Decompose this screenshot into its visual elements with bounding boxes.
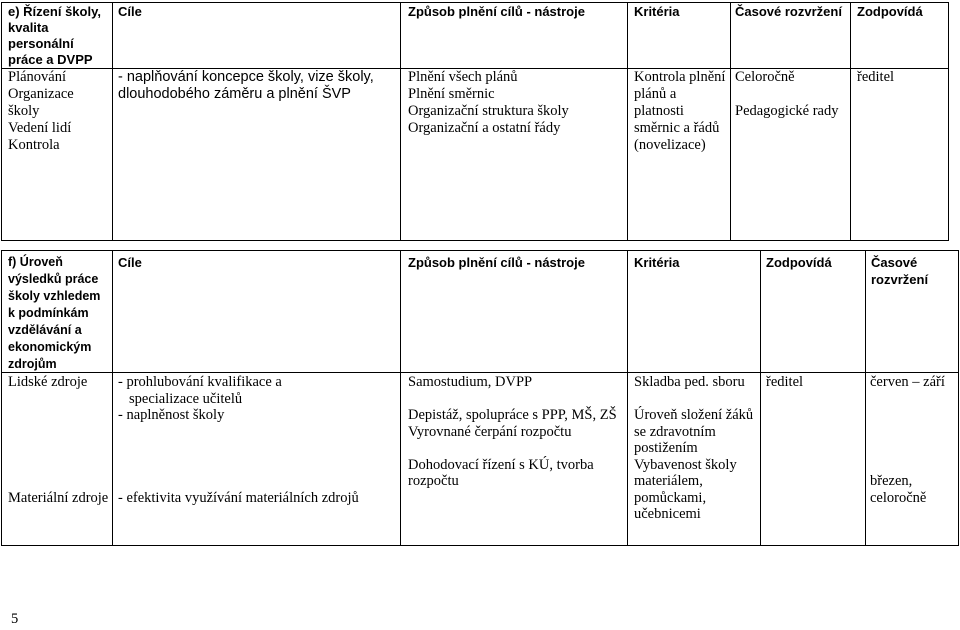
- header-cell-area: [1, 250, 112, 372]
- area-human-resources: Lidské zdroje: [8, 374, 88, 390]
- goal-line: - naplňování koncepce školy, vize školy,: [118, 69, 374, 85]
- header-schedule-label: rozvržení: [871, 272, 929, 287]
- header-responsible-label: Zodpovídá: [766, 255, 832, 270]
- area-line: Vedení lidí: [8, 120, 72, 136]
- schedule-line: červen – září: [870, 374, 945, 390]
- header-goals-label: Cíle: [118, 4, 142, 19]
- section-e-title-line: e) Řízení školy,: [8, 4, 101, 19]
- header-cell-methods: [400, 250, 627, 372]
- table-f-results-resources: [1, 250, 959, 546]
- goal-line: - naplněnost školy: [118, 407, 225, 423]
- cell-responsible: [760, 372, 865, 545]
- section-f-title-line: zdrojům: [8, 357, 57, 371]
- cell-criteria: [627, 372, 760, 545]
- header-criteria-label: Kritéria: [634, 4, 680, 19]
- criteria-line: pomůckami,: [634, 489, 707, 506]
- goal-line: - prohlubování kvalifikace a: [118, 374, 282, 390]
- section-e-title-line: personální: [8, 36, 74, 51]
- goal-line: specializace učitelů: [129, 390, 243, 407]
- criteria-line: se zdravotním: [634, 423, 716, 440]
- header-cell-responsible: [760, 250, 865, 372]
- header-cell-criteria: [627, 250, 760, 372]
- criteria-line: materiálem,: [634, 473, 703, 489]
- criteria-line: postižením: [634, 440, 698, 456]
- header-goals-label: Cíle: [118, 255, 142, 270]
- cell-areas: [1, 372, 112, 545]
- goal-line: - efektivita využívání materiálních zdrojů: [118, 489, 359, 506]
- area-material-resources: Materiální zdroje: [8, 489, 109, 506]
- header-cell-responsible: [850, 2, 948, 68]
- cell-responsible: [850, 68, 948, 240]
- cell-methods: [400, 68, 627, 240]
- header-methods-label: Způsob plnění cílů - nástroje: [408, 4, 585, 19]
- criteria-line: Skladba ped. sboru: [634, 374, 745, 390]
- header-schedule-label: Časové: [871, 255, 918, 270]
- header-cell-area: [1, 2, 112, 68]
- criteria-line: platnosti: [634, 103, 684, 119]
- header-methods-label: Způsob plnění cílů - nástroje: [408, 255, 585, 270]
- cell-schedule: [865, 372, 958, 545]
- header-cell-schedule: [730, 2, 850, 68]
- section-f-title-line: výsledků práce: [8, 272, 99, 286]
- schedule-line: Pedagogické rady: [735, 103, 839, 119]
- criteria-line: směrnic a řádů: [634, 120, 720, 136]
- section-f-title-line: školy vzhledem: [8, 289, 101, 303]
- section-e-title-line: práce a DVPP: [8, 52, 93, 67]
- goal-line: dlouhodobého záměru a plnění ŠVP: [118, 86, 351, 102]
- section-f-title-line: k podmínkám: [8, 306, 89, 320]
- criteria-line: Vybavenost školy: [634, 456, 737, 473]
- header-schedule-label: Časové rozvržení: [735, 4, 842, 19]
- criteria-line: (novelizace): [634, 137, 706, 153]
- method-line: Plnění směrnic: [408, 86, 495, 102]
- method-line: Organizační a ostatní řády: [408, 120, 561, 136]
- section-f-title-line: vzdělávání a: [8, 323, 82, 337]
- header-cell-schedule: [865, 250, 958, 372]
- method-line: Dohodovací řízení s KÚ, tvorba: [408, 456, 594, 473]
- schedule-line: březen,: [870, 473, 913, 489]
- criteria-line: Kontrola plnění: [634, 69, 726, 85]
- header-cell-criteria: [627, 2, 730, 68]
- method-line: rozpočtu: [408, 473, 459, 489]
- header-responsible-label: Zodpovídá: [857, 4, 923, 19]
- area-line: Kontrola: [8, 137, 60, 153]
- criteria-line: Úroveň složení žáků: [634, 407, 754, 423]
- page-number: 5: [11, 611, 19, 627]
- header-cell-methods: [400, 2, 627, 68]
- section-f-title-line: ekonomickým: [8, 340, 92, 354]
- cell-criteria: [627, 68, 730, 240]
- cell-goals: [112, 372, 400, 545]
- criteria-line: plánů a: [634, 86, 677, 102]
- schedule-line: Celoročně: [735, 69, 795, 85]
- cell-areas: [1, 68, 112, 240]
- section-e-title-line: kvalita: [8, 20, 49, 35]
- cell-goals: [112, 68, 400, 240]
- cell-methods: [400, 372, 627, 545]
- header-cell-goals: [112, 250, 400, 372]
- schedule-line: celoročně: [870, 489, 927, 506]
- area-line: Organizace: [8, 86, 74, 102]
- cell-schedule: [730, 68, 850, 240]
- header-cell-goals: [112, 2, 400, 68]
- method-line: Organizační struktura školy: [408, 103, 569, 119]
- method-line: Plnění všech plánů: [408, 69, 518, 85]
- method-line: Depistáž, spolupráce s PPP, MŠ, ZŠ: [408, 407, 617, 423]
- table-e-school-management: [1, 2, 949, 241]
- method-line: Vyrovnané čerpání rozpočtu: [408, 423, 572, 440]
- area-line: školy: [8, 103, 40, 119]
- header-criteria-label: Kritéria: [634, 255, 680, 270]
- responsible-line: ředitel: [766, 374, 804, 390]
- area-line: Plánování: [8, 69, 66, 85]
- section-f-title-line: f) Úroveň: [8, 255, 63, 269]
- responsible-line: ředitel: [857, 69, 895, 85]
- method-line: Samostudium, DVPP: [408, 374, 533, 390]
- criteria-line: učebnicemi: [634, 506, 701, 522]
